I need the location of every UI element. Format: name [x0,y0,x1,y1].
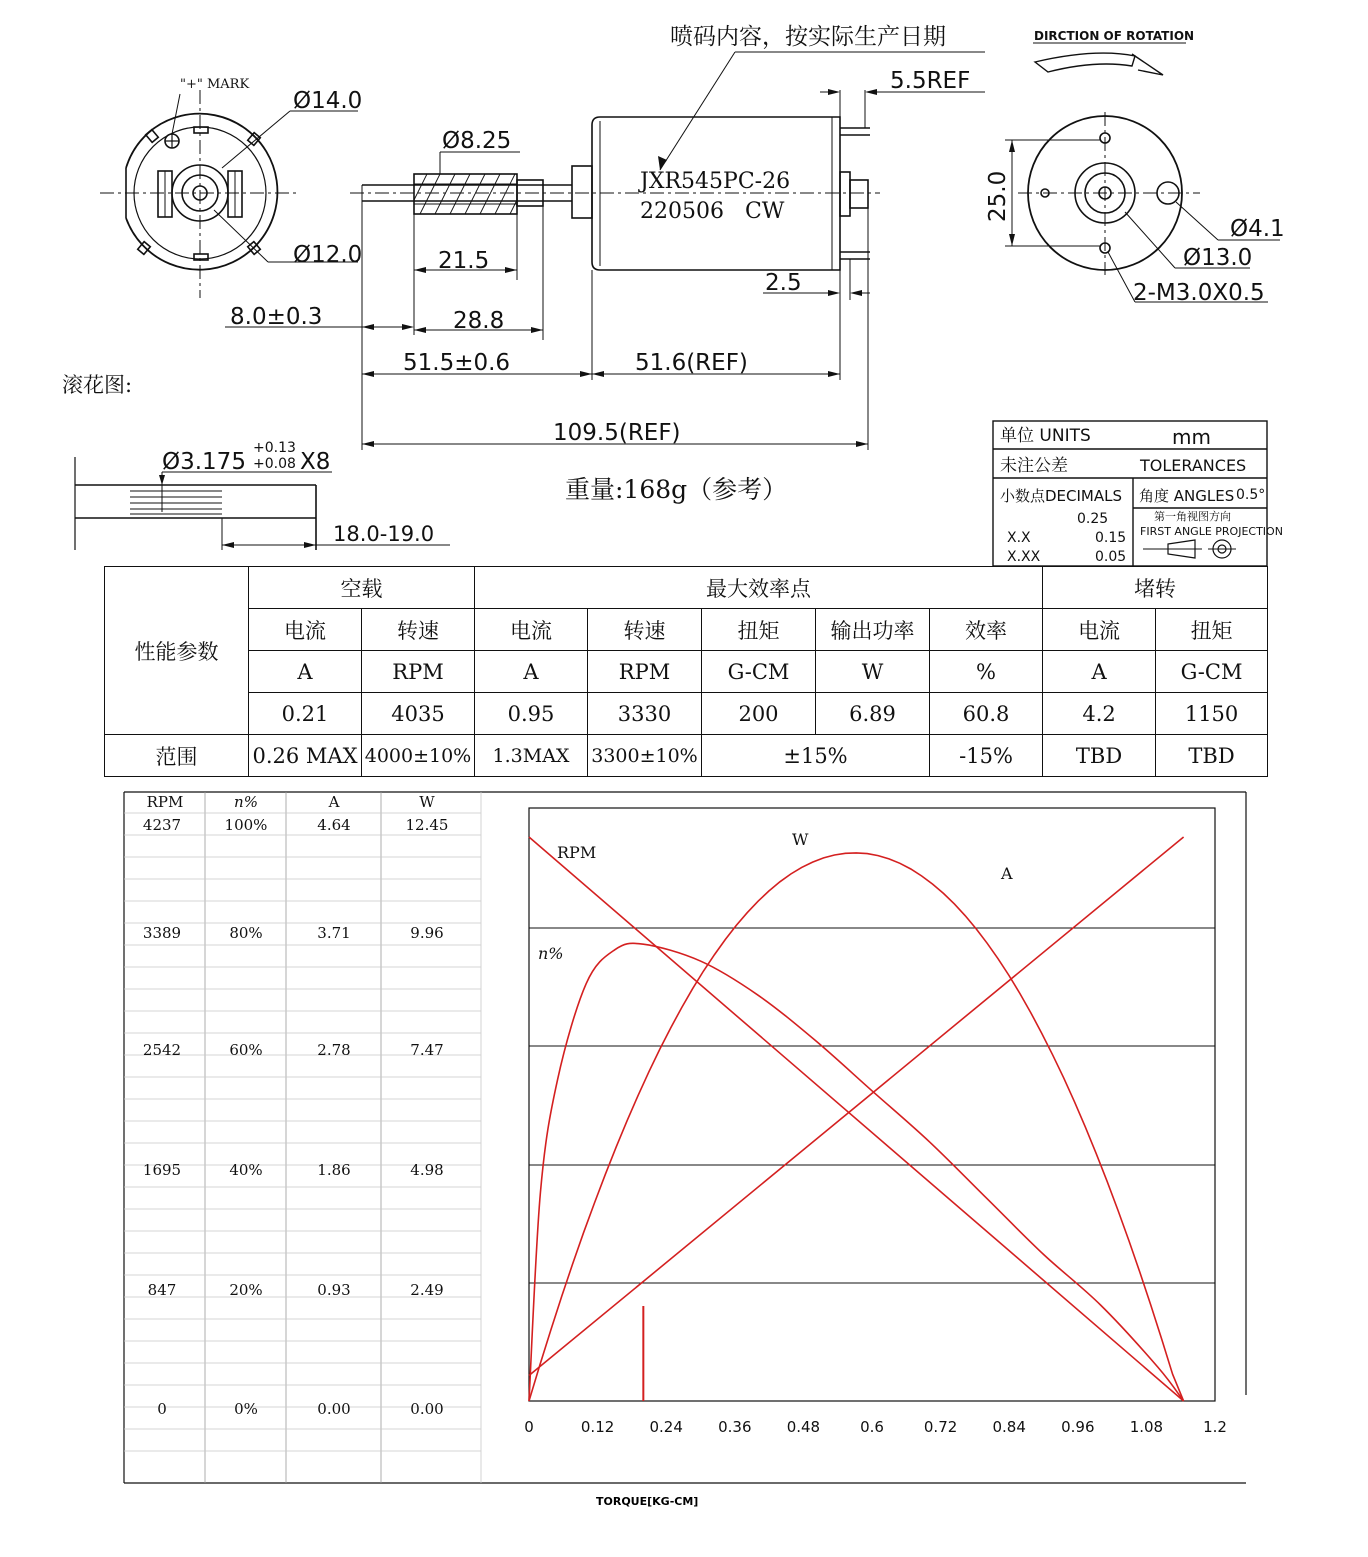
tb-xx-val: 0.15 [1095,530,1127,546]
dim-109-5: 109.5(REF) [553,420,681,446]
axis-cell: 2542 [142,1041,182,1059]
group-max-efficiency: 最大效率点 [475,567,1043,609]
tb-tol-cn: 未注公差 [1000,456,1068,476]
axis-cell: 1.86 [317,1161,351,1179]
range-cell: -15% [930,735,1043,777]
x-tick-label: 1.2 [1203,1418,1227,1436]
header-cell: 扭矩 [1156,609,1268,651]
unit-cell: A [1043,651,1156,693]
tb-proj-cn: 第一角视图方向 [1154,510,1231,523]
range-cell: TBD [1043,735,1156,777]
tb-xx-label: X.X [1007,530,1031,546]
axis-header-eff: n% [234,793,258,811]
boss-dia-label: Ø13.0 [1183,245,1253,271]
knurl-length: 18.0-19.0 [333,522,435,546]
height-25-label: 25.0 [985,170,1011,222]
ref-5-5-label: 5.5REF [890,68,971,94]
knurl-count: X8 [300,449,331,475]
axis-cell: 20% [229,1281,263,1299]
axis-cell: 4237 [142,816,182,834]
dim-51-5: 51.5±0.6 [403,350,511,376]
header-cell: 电流 [475,609,588,651]
unit-cell: W [816,651,930,693]
tb-angle-value: 0.5° [1236,487,1266,503]
axis-cell: 4.98 [410,1161,444,1179]
axis-cell: 100% [224,816,268,834]
range-cell: 4000±10% [362,735,475,777]
screw-label: 2-M3.0X0.5 [1133,280,1265,306]
header-cell: 电流 [1043,609,1156,651]
tb-units-label: 单位 UNITS [1000,426,1091,446]
knurl-tol-upper: +0.13 [253,440,296,456]
knurl-title: 滚花图: [62,373,133,397]
unit-cell: G-CM [702,651,816,693]
header-cell: 转速 [362,609,475,651]
axis-cell: 2.78 [317,1041,351,1059]
weight-label: 重量:168g（参考） [565,475,788,504]
series-label-rpm: RPM [557,843,597,862]
group-no-load: 空载 [249,567,475,609]
tb-xxx-val: 0.05 [1095,549,1127,565]
unit-cell: G-CM [1156,651,1268,693]
axis-cell: 0% [234,1400,258,1418]
unit-cell: RPM [362,651,475,693]
unit-cell: % [930,651,1043,693]
header-cell: 转速 [588,609,702,651]
x-tick-label: 0.6 [860,1418,884,1436]
axis-cell: 40% [229,1161,263,1179]
performance-chart [0,780,1368,1540]
axis-cell: 60% [229,1041,263,1059]
knurl-tol-lower: +0.08 [253,456,296,472]
header-cell: 输出功率 [816,609,930,651]
axis-cell: 3389 [142,924,182,942]
axis-cell: 9.96 [410,924,444,942]
x-axis-label: TORQUE[KG-CM] [596,1495,699,1508]
dim-28-8: 28.8 [453,308,505,334]
range-cell: 0.26 MAX [249,735,362,777]
outer-dia-label: Ø14.0 [293,88,363,114]
range-cell: 1.3MAX [475,735,588,777]
x-tick-labels [524,1418,1227,1436]
axis-cell: 12.45 [405,816,449,834]
value-cell: 6.89 [816,693,930,735]
unit-cell: RPM [588,651,702,693]
series-label-w: W [792,830,809,849]
plot-border [529,808,1215,1401]
axis-header-rpm: RPM [146,793,184,811]
x-tick-label: 0.12 [580,1418,615,1436]
header-cell: 电流 [249,609,362,651]
tb-tol-en: TOLERANCES [1140,456,1247,475]
value-cell: 1150 [1156,693,1268,735]
group-stall: 堵转 [1043,567,1268,609]
series-label-eff: n% [538,944,564,963]
inner-dia-label: Ø12.0 [293,242,363,268]
tb-decimals: 小数点DECIMALS [1000,487,1123,505]
value-cell: 60.8 [930,693,1043,735]
series-line-w [529,853,1184,1401]
perf-row-label: 性能参数 [105,567,249,735]
tb-xxx-label: X.XX [1007,549,1041,565]
axis-cell: 2.49 [410,1281,444,1299]
value-cell: 4035 [362,693,475,735]
x-tick-label: 0.84 [992,1418,1026,1436]
model-line-1: JXR545PC-26 [640,169,791,194]
tb-x-val: 0.25 [1077,511,1109,527]
x-tick-label: 1.08 [1129,1418,1164,1436]
x-tick-label: 0.96 [1061,1418,1095,1436]
axis-cell: 80% [229,924,263,942]
axis-cell: 7.47 [410,1041,444,1059]
knurl-dia: Ø3.175 [162,449,246,475]
axis-cell: 0.00 [410,1400,444,1418]
range-cell: TBD [1156,735,1268,777]
gear-dia-label: Ø8.25 [442,128,512,154]
axis-cell: 4.64 [317,816,351,834]
header-cell: 扭矩 [702,609,816,651]
chart-value-grid [124,792,481,1483]
plot-frame [529,808,1215,1401]
unit-cell: A [475,651,588,693]
plus-mark-label: "+" MARK [180,77,250,92]
axis-header-a: A [328,793,340,811]
range-cell: 3300±10% [588,735,702,777]
tb-angles: 角度 ANGLES [1139,487,1235,505]
x-tick-label: 0.48 [786,1418,821,1436]
value-cell: 200 [702,693,816,735]
tb-proj-en: FIRST ANGLE PROJECTION [1140,525,1283,538]
axis-cell: 0.00 [317,1400,351,1418]
dim-21-5: 21.5 [438,248,490,274]
value-cell: 4.2 [1043,693,1156,735]
tb-units-value: mm [1172,425,1211,449]
x-tick-label: 0 [524,1418,534,1436]
engineering-drawing [0,0,1368,566]
header-cell: 效率 [930,609,1043,651]
x-tick-label: 0.72 [923,1418,958,1436]
model-line-2: 220506 CW [640,199,785,224]
dim-8-0: 8.0±0.3 [230,304,323,330]
axis-header-w: W [419,793,435,811]
range-cell: ±15% [702,735,930,777]
axis-cell: 0.93 [317,1281,351,1299]
dim-2-5: 2.5 [765,270,802,296]
axis-cell: 0 [157,1400,167,1418]
direction-label: DIRCTION OF ROTATION [1034,29,1195,43]
series-label-a: A [1001,864,1013,883]
series-line-npct [529,943,1184,1401]
print-note: 喷码内容，按实际生产日期 [670,24,946,50]
hole-dia-label: Ø4.1 [1230,216,1285,242]
x-tick-label: 0.24 [649,1418,683,1436]
unit-cell: A [249,651,362,693]
dim-51-6: 51.6(REF) [635,350,748,376]
chart-series [529,837,1184,1401]
value-cell: 0.21 [249,693,362,735]
series-line-a [529,837,1184,1376]
axis-cell: 847 [147,1281,177,1299]
axis-cell: 3.71 [317,924,351,942]
axis-cell: 1695 [142,1161,182,1179]
value-cell: 3330 [588,693,702,735]
range-label: 范围 [105,735,249,777]
x-tick-label: 0.36 [718,1418,752,1436]
value-cell: 0.95 [475,693,588,735]
performance-table [104,566,1268,777]
